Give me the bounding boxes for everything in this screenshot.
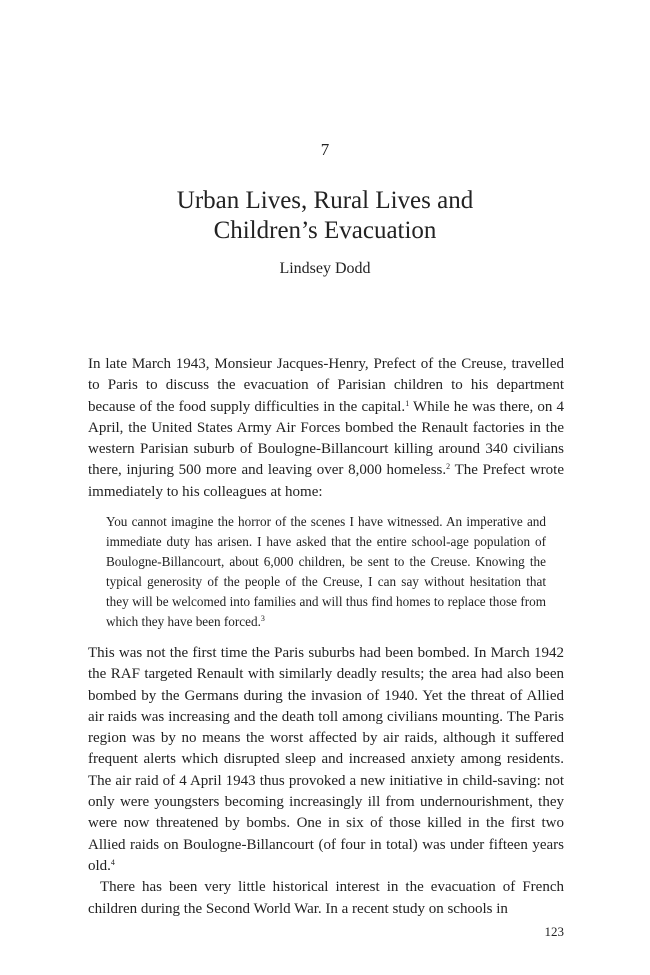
chapter-author: Lindsey Dodd	[279, 260, 371, 277]
footnote-ref-4: 4	[110, 857, 115, 867]
footnote-ref-1: 1	[405, 398, 410, 408]
footnote-ref-2: 2	[446, 462, 451, 472]
paragraph-1-text-b: While he was there, on 4 April, the United States Army Air Forces bombed the Renault factories in the western Parisian suburb of Boulogne-Billancourt killing around 340 civilians there, injuring 500 more and leaving over 8,000 homeless.	[88, 398, 565, 479]
chapter-title-line-1: Urban Lives, Rural Lives and	[176, 187, 474, 214]
block-quote-text: You cannot imagine the horror of the scenes I have witnessed. An imperative and immediate duty has arisen. I have asked that the entire school-age population of Boulogne-Billancourt, about 6,000 children, be sent to the Creuse. Knowing the typical generosity of the people of the Creuse, I can say without hesitation that they will be welcomed into families and will thus find homes to replace those from which they have been forced.	[106, 514, 546, 629]
paragraph-1-text-c: The Prefect wrote immediately to his colleagues at home:	[88, 462, 564, 500]
paragraph-3-text: There has been very little historical interest in the evacuation of French children during the Second World War. In a recent study on schools in	[88, 879, 564, 917]
chapter-number: 7	[320, 140, 330, 159]
paragraph-2-text: This was not the first time the Paris suburbs had been bombed. In March 1942 the RAF targeted Renault with similarly deadly results; the area had also been bombed by the Germans during the invasion of 1940. Yet the threat of Allied air raids was increasing and the death toll among civilians mounting. The Paris region was by no means the worst affected by air raids, although it suffered frequent alerts which disrupted sleep and increased anxiety among residents. The air raid of 4 April 1943 thus provoked a new initiative in child-saving: not only were youngsters becoming increasingly ill from undernourishment, they were now threatened by bombs. One in six of those killed in the first two Allied raids on Boulogne-Billancourt (of four in total) was under fifteen years old.	[88, 645, 564, 874]
chapter-title-line-2: Children’s Evacuation	[213, 217, 437, 244]
paragraph-2	[88, 643, 564, 877]
chapter-title	[0, 186, 650, 246]
block-quote	[106, 512, 546, 631]
paragraph-2-group	[88, 643, 564, 920]
paragraph-1	[88, 354, 564, 503]
paragraph-1-text-a: In late March 1943, Monsieur Jacques-Henry, Prefect of the Creuse, travelled to Paris to discuss the evacuation of Parisian children to his department because of the food supply difficulties in the capital.	[88, 356, 564, 415]
footnote-ref-3: 3	[260, 613, 265, 623]
page-number: 123	[544, 924, 564, 939]
paragraph-3	[88, 877, 564, 920]
